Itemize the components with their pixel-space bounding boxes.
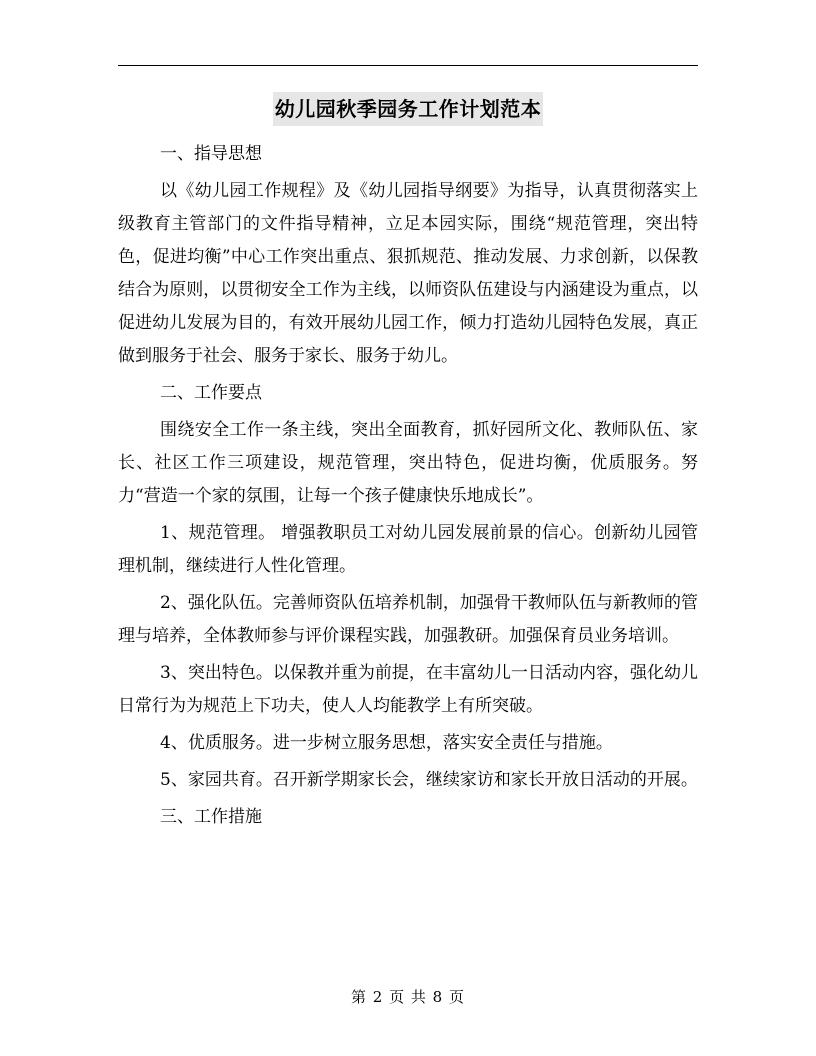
section-1-paragraph: 以《幼儿园工作规程》及《幼儿园指导纲要》为指导，认真贯彻落实上级教育主管部门的文件指导精神，立足本园实际，围绕“规范管理，突出特色，促进均衡”中心工作突出重点、狠抓规范、推动发展、力求创新，以保教结合为原则，以贯彻安全工作为主线，以师资队伍建设与内涵建设为重点，以促进幼儿发展为目的，有效开展幼儿园工作，倾力打造幼儿园特色发展，真正做到服务于社会、服务于家长、服务于幼儿。 bbox=[118, 181, 698, 366]
section-heading-2: 二、工作要点 bbox=[160, 383, 262, 403]
section-2-paragraph-intro: 围绕安全工作一条主线，突出全面教育，抓好园所文化、教师队伍、家长、社区工作三项建设，规范管理，突出特色，促进均衡，优质服务。努力“营造一个家的氛围，让每一个孩子健康快乐地成长”。 bbox=[118, 420, 698, 506]
document-title: 幼儿园秋季园务工作计划范本 bbox=[273, 92, 544, 126]
section-2-item-1: 1、规范管理。 增强教职员工对幼儿园发展前景的信心。创新幼儿园管理机制，继续进行人性化管理。 bbox=[118, 523, 698, 576]
header-rule bbox=[118, 65, 698, 66]
section-2-item-5: 5、家园共育。召开新学期家长会，继续家访和家长开放日活动的开展。 bbox=[160, 770, 698, 790]
section-2-item-3: 3、突出特色。以保教并重为前提，在丰富幼儿一日活动内容，强化幼儿日常行为为规范上下功夫，使人人均能教学上有所突破。 bbox=[118, 663, 698, 716]
section-2-item-4: 4、优质服务。进一步树立服务思想，落实安全责任与措施。 bbox=[160, 733, 613, 753]
section-heading-1: 一、指导思想 bbox=[160, 144, 262, 164]
section-2-item-2: 2、强化队伍。完善师资队伍培养机制，加强骨干教师队伍与新教师的管理与培养，全体教师参与评价课程实践，加强教研。加强保育员业务培训。 bbox=[118, 593, 698, 646]
page-number-footer: 第 2 页 共 8 页 bbox=[351, 988, 465, 1006]
document-body bbox=[118, 92, 698, 838]
section-heading-3: 三、工作措施 bbox=[160, 807, 262, 827]
document-title-wrap bbox=[118, 92, 698, 126]
